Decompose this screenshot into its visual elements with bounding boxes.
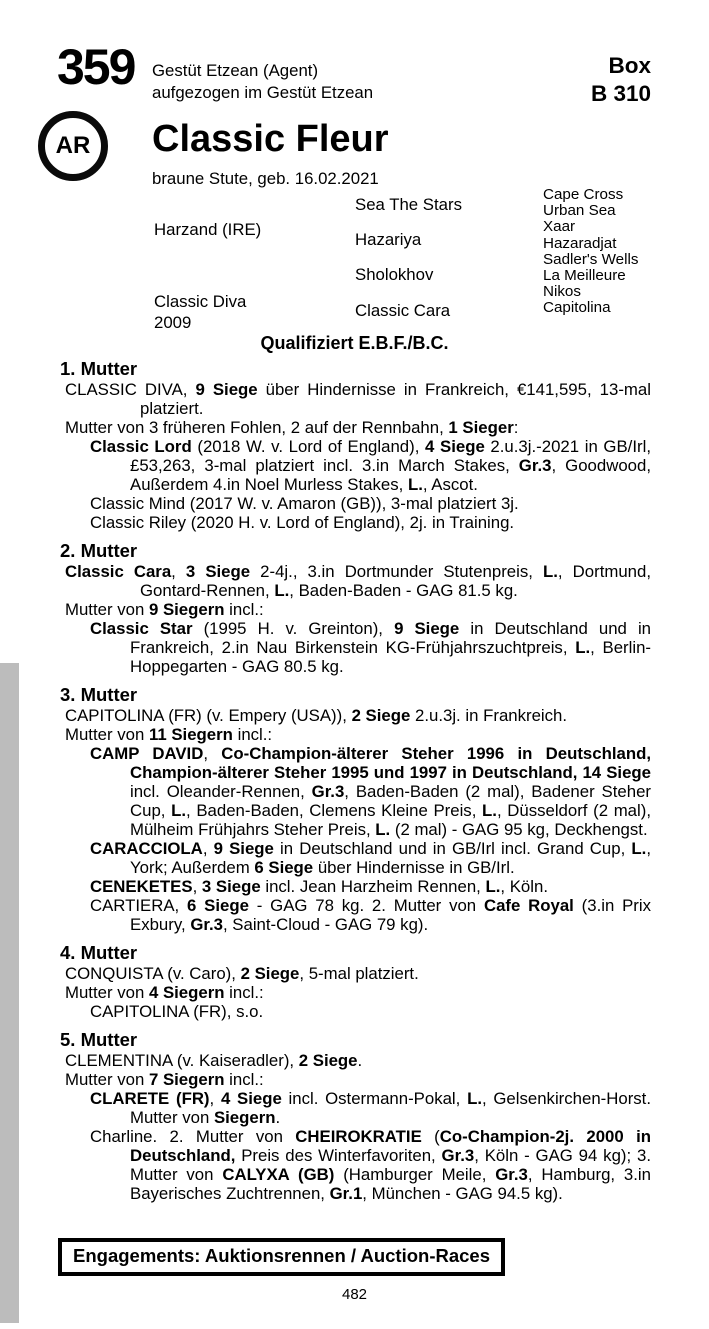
pedigree-gen3-item: Capitolina	[543, 299, 611, 317]
catalog-paragraph: CENEKETES, 3 Siege incl. Jean Harzheim Rennen, L., Köln.	[90, 877, 548, 896]
catalog-paragraph: CAPITOLINA (FR) (v. Empery (USA)), 2 Siege 2.u.3j. in Frankreich.	[65, 706, 568, 725]
pedigree-dam	[154, 291, 246, 333]
catalog-paragraph: CARTIERA, 6 Siege - GAG 78 kg. 2. Mutter von Cafe Royal (3.in Prix Exbury, Gr.3, Saint-Cloud - GAG 79 kg).	[90, 896, 652, 934]
horse-details: braune Stute, geb. 16.02.2021	[152, 169, 379, 188]
catalog-paragraph: CARACCIOLA, 9 Siege in Deutschland und in GB/Irl incl. Grand Cup, L., York; Außerdem 6 Siege über Hindernisse in GB/Irl.	[90, 839, 651, 877]
catalog-paragraph: Mutter von 3 früheren Fohlen, 2 auf der Rennbahn, 1 Sieger:	[65, 418, 519, 437]
catalog-paragraph: CLASSIC DIVA, 9 Siege über Hindernisse in Frankreich, €141,595, 13-mal platziert.	[65, 380, 651, 418]
pedigree-gen2-item: Classic Cara	[355, 301, 451, 320]
consignor-block	[152, 60, 373, 104]
catalog-paragraph: Mutter von 4 Siegern incl.:	[65, 983, 264, 1002]
brand-mark-text: AR	[55, 132, 91, 159]
pedigree-gen3-item: Nikos	[543, 283, 581, 301]
catalog-paragraph: Mutter von 9 Siegern incl.:	[65, 600, 264, 619]
engagements-box	[58, 1238, 505, 1276]
catalog-paragraph: Mutter von 11 Siegern incl.:	[65, 725, 273, 744]
pedigree-gen3-item: Hazaradjat	[543, 234, 617, 252]
box-block	[591, 52, 651, 108]
catalog-paragraph: Classic Mind (2017 W. v. Amaron (GB)), 3-mal platziert 3j.	[90, 494, 519, 513]
catalog-paragraph: Classic Riley (2020 H. v. Lord of England), 2j. in Training.	[90, 513, 515, 532]
catalog-paragraph: Classic Lord (2018 W. v. Lord of England), 4 Siege 2.u.3j.-2021 in GB/Irl, £53,263, 3-mal platziert incl. 3.in March Stakes, Gr.3, Goodwood, Außerdem 4.in Noel Murless Stakes, L., Ascot.	[90, 437, 651, 494]
pedigree-gen3-column	[543, 187, 638, 317]
mutter-section	[60, 359, 651, 532]
catalog-paragraph: Classic Cara, 3 Siege 2-4j., 3.in Dortmunder Stutenpreis, L., Dortmund, Gontard-Rennen, L., Baden-Baden - GAG 81.5 kg.	[65, 562, 651, 600]
pedigree-gen2-item: Sea The Stars	[355, 195, 462, 214]
consignor-line-1: Gestüt Etzean (Agent)	[152, 61, 319, 80]
pedigree-gen3-item: Sadler's Wells	[543, 250, 639, 268]
catalog-paragraph: CLARETE (FR), 4 Siege incl. Ostermann-Pokal, L., Gelsenkirchen-Horst. Mutter von Siegern.	[90, 1089, 651, 1127]
catalog-paragraph: Classic Star (1995 H. v. Greinton), 9 Siege in Deutschland und in Frankreich, 2.in Nau Birkenstein KG-Frühjahrszuchtpreis, L., Berlin-Hoppegarten - GAG 80.5 kg.	[90, 619, 652, 676]
mutter-section	[60, 943, 651, 1021]
pedigree-gen3-item: Xaar	[543, 218, 576, 236]
mutter-section	[60, 685, 651, 934]
page-number: 482	[341, 1286, 368, 1303]
catalog-paragraph: CAPITOLINA (FR), s.o.	[90, 1002, 264, 1021]
pedigree-gen3-item: La Meilleure	[543, 267, 626, 285]
catalog-paragraph: Charline. 2. Mutter von CHEIROKRATIE (Co-Champion-2j. 2000 in Deutschland, Preis des Winterfavoriten, Gr.3, Köln - GAG 94 kg); 3. Mutter von CALYXA (GB) (Hamburger Meile, Gr.3, Hamburg, 3.in Bayerisches Zuchtrennen, Gr.1, München - GAG 94.5 kg).	[90, 1127, 651, 1203]
pedigree-dam-year: 2009	[154, 313, 192, 332]
mutter-section-title: 1. Mutter	[60, 358, 138, 379]
pedigree-dam-name: Classic Diva	[154, 292, 247, 311]
mutter-sections	[60, 359, 651, 1203]
mutter-section	[60, 1030, 651, 1203]
catalog-paragraph: CAMP DAVID, Co-Champion-älterer Steher 1996 in Deutschland, Champion-älterer Steher 1995 und 1997 in Deutschland, 14 Siege incl. Oleander-Rennen, Gr.3, Baden-Baden (2 mal), Badener Steher Cup, L., Baden-Baden, Clemens Kleine Preis, L., Düsseldorf (2 mal), Mülheim Frühjahrs Steher Preis, L. (2 mal) - GAG 95 kg, Deckhengst.	[90, 744, 651, 839]
qualification-note: Qualifiziert E.B.F./B.C.	[260, 333, 449, 353]
mutter-section-title: 3. Mutter	[60, 684, 138, 705]
mutter-section-title: 4. Mutter	[60, 942, 138, 963]
box-label: Box	[608, 53, 651, 78]
pedigree-gen2-item: Sholokhov	[355, 265, 434, 284]
pedigree-gen3-item: Urban Sea	[543, 202, 616, 220]
catalog-paragraph: CONQUISTA (v. Caro), 2 Siege, 5-mal platziert.	[65, 964, 419, 983]
catalog-number: 359	[57, 39, 135, 95]
consignor-line-2: aufgezogen im Gestüt Etzean	[152, 83, 374, 102]
catalog-paragraph: Mutter von 7 Siegern incl.:	[65, 1070, 264, 1089]
mutter-section-title: 5. Mutter	[60, 1029, 138, 1050]
mutter-section-title: 2. Mutter	[60, 540, 138, 561]
box-number: B 310	[590, 81, 651, 106]
engagements-label: Engagements: Auktionsrennen / Auction-Races	[73, 1245, 490, 1266]
mutter-section	[60, 541, 651, 676]
pedigree-sire: Harzand (IRE)	[154, 220, 262, 239]
thumb-index-bar	[0, 663, 19, 1323]
catalog-paragraph: CLEMENTINA (v. Kaiseradler), 2 Siege.	[65, 1051, 363, 1070]
horse-name: Classic Fleur	[152, 118, 389, 160]
ar-brand-icon	[38, 111, 108, 181]
pedigree-gen3-item: Cape Cross	[543, 186, 624, 203]
pedigree-gen2-item: Hazariya	[355, 230, 422, 249]
